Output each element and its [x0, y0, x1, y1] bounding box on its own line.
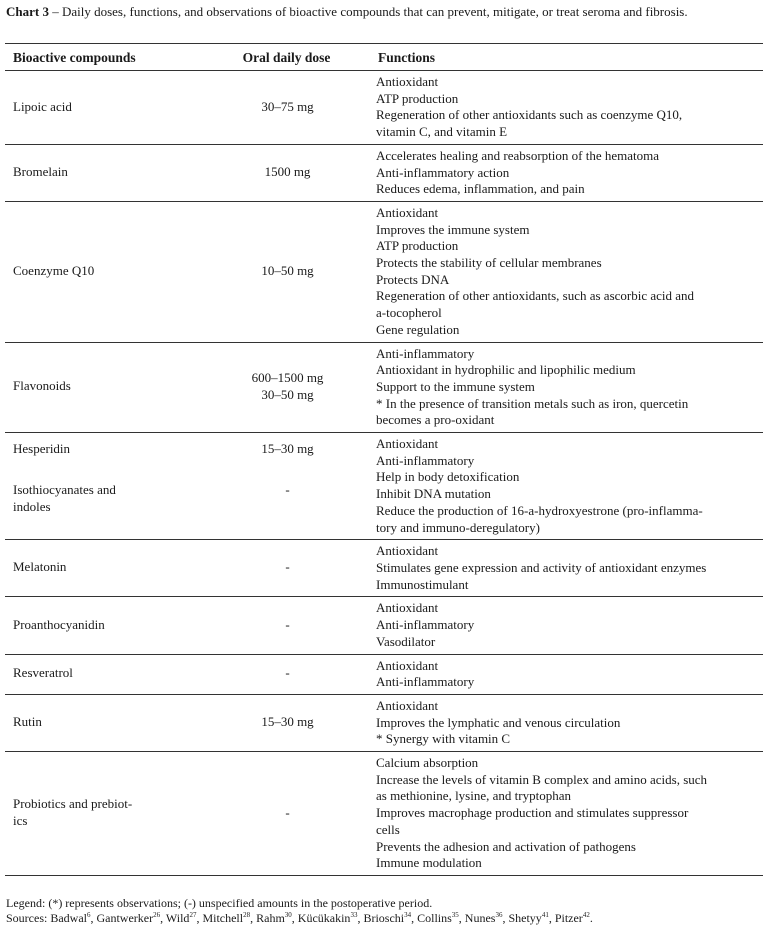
cell-line: Reduces edema, inflammation, and pain	[376, 181, 585, 197]
cell-line: Lipoic acid	[13, 98, 72, 114]
cell-line: Antioxidant	[376, 657, 439, 673]
compound-cell	[5, 540, 203, 597]
dose-cell	[203, 597, 370, 654]
functions-cell	[370, 342, 763, 433]
source-ref: 27	[189, 911, 197, 919]
source-ref: 34	[404, 911, 412, 919]
cell-line: becomes a pro-oxidant	[376, 412, 495, 428]
source-ref: 42	[582, 911, 590, 919]
caption-label: Chart 3	[6, 4, 49, 19]
cell-line: Immunostimulant	[376, 576, 469, 592]
functions-cell	[370, 71, 763, 145]
cell-line: Anti-inflammatory	[376, 617, 475, 633]
cell-line: Calcium absorption	[376, 755, 479, 771]
dose-cell	[203, 144, 370, 201]
cell-line: * In the presence of transition metals such as iron, quercetin	[376, 395, 689, 411]
cell-line: Probiotics and prebiot-	[13, 796, 133, 812]
cell-line: 30–50 mg	[261, 386, 314, 402]
cell-line: Regeneration of other antioxidants such as coenzyme Q10,	[376, 107, 683, 123]
cell-line: Antioxidant	[376, 697, 439, 713]
compound-cell	[5, 144, 203, 201]
cell-line: Prevents the adhesion and activation of pathogens	[376, 838, 636, 854]
compound-cell	[5, 752, 203, 876]
sources-list: Badwal$^6$, Gantwerker$^{26}$, Wild$^{27}$, Mitchell$^{28}$, Rahm$^{30}$, Kücükakin$^{33}$, Brioschi$^{34}$, Collins$^{35}$, Nunes$^{36}$, Shetyy$^{41}$, Pitzer$^{42}$.	[50, 911, 593, 925]
chart-caption	[6, 4, 758, 19]
cell-line: Hesperidin	[13, 441, 71, 457]
source-ref: 28	[243, 911, 251, 919]
table-row	[5, 71, 763, 145]
cell-line: Protects DNA	[376, 271, 450, 287]
source-name: Shetyy	[508, 911, 542, 925]
cell-line: Isothiocyanates and	[13, 481, 116, 497]
cell-line: Increase the levels of vitamin B complex and amino acids, such	[376, 771, 708, 787]
functions-cell	[370, 654, 763, 694]
source-ref: 35	[451, 911, 459, 919]
source-ref: 41	[541, 911, 549, 919]
compound-cell	[5, 474, 203, 540]
cell-line: Rutin	[13, 714, 42, 730]
cell-line: Antioxidant	[376, 543, 439, 559]
source-ref: 30	[284, 911, 292, 919]
cell-line: -	[285, 665, 290, 681]
legend-text: Legend: (*) represents observations; (-) unspecified amounts in the postoperative period.	[6, 896, 433, 910]
cell-line: Anti-inflammatory	[376, 674, 475, 690]
dose-cell	[203, 342, 370, 433]
compound-cell	[5, 694, 203, 751]
cell-line: 600–1500 mg	[251, 370, 324, 386]
functions-cell	[370, 540, 763, 597]
functions-cell	[370, 201, 763, 342]
cell-line: ATP production	[376, 238, 459, 254]
cell-line: Melatonin	[13, 559, 67, 575]
cell-line: Gene regulation	[376, 321, 460, 337]
dose-cell	[203, 752, 370, 876]
compound-cell	[5, 342, 203, 433]
table-row	[5, 433, 763, 474]
cell-line: 30–75 mg	[261, 98, 314, 114]
header-functions: Functions	[370, 44, 763, 71]
cell-line: 10–50 mg	[261, 262, 314, 278]
header-compounds: Bioactive compounds	[5, 44, 203, 71]
source-name: Mitchell	[202, 911, 244, 925]
source-name: Brioschi	[363, 911, 405, 925]
compound-cell	[5, 71, 203, 145]
cell-line: Resveratrol	[13, 665, 73, 681]
table-row	[5, 752, 763, 876]
cell-line: Support to the immune system	[376, 378, 535, 394]
caption-text: – Daily doses, functions, and observations of bioactive compounds that can prevent, mitigate, or treat seroma and fibrosis.	[48, 4, 688, 19]
cell-line: Proanthocyanidin	[13, 616, 105, 632]
cell-line: Reduce the production of 16-a-hydroxyestrone (pro-inflamma-	[376, 502, 703, 518]
table-row	[5, 201, 763, 342]
cell-line: Improves the immune system	[376, 221, 530, 237]
table-row	[5, 694, 763, 751]
source-name: Nunes	[464, 911, 496, 925]
dose-cell	[203, 474, 370, 540]
dose-cell	[203, 201, 370, 342]
source-name: Badwal	[50, 911, 87, 925]
table-header-row	[5, 44, 763, 71]
compound-cell	[5, 654, 203, 694]
cell-line: Antioxidant	[376, 204, 439, 220]
cell-line: -	[285, 559, 290, 575]
header-dose: Oral daily dose	[203, 44, 370, 71]
compound-cell	[5, 201, 203, 342]
cell-line: -	[285, 481, 290, 497]
source-ref: 33	[350, 911, 358, 919]
functions-cell	[370, 752, 763, 876]
functions-cell	[370, 144, 763, 201]
cell-line: -	[285, 616, 290, 632]
sources-label: Sources:	[6, 911, 51, 925]
source-ref: 36	[495, 911, 503, 919]
cell-line: Immune modulation	[376, 855, 482, 871]
cell-line: Regeneration of other antioxidants, such as ascorbic acid and	[376, 288, 695, 304]
table-legend	[6, 896, 762, 926]
cell-line: Protects the stability of cellular membranes	[376, 255, 602, 271]
source-ref: 26	[153, 911, 161, 919]
compounds-table	[5, 43, 763, 876]
table-row	[5, 654, 763, 694]
compound-cell	[5, 597, 203, 654]
dose-cell	[203, 71, 370, 145]
cell-line: indoles	[13, 498, 51, 514]
cell-line: * Synergy with vitamin C	[376, 731, 511, 747]
cell-line: Antioxidant	[376, 74, 439, 89]
cell-line: Coenzyme Q10	[13, 262, 95, 278]
cell-line: Antioxidant	[376, 436, 439, 452]
cell-line: ics	[13, 812, 28, 828]
cell-line: Anti-inflammatory action	[376, 164, 510, 180]
dose-cell	[203, 433, 370, 474]
source-name: Rahm	[256, 911, 285, 925]
dose-cell	[203, 540, 370, 597]
cell-line: 1500 mg	[264, 164, 311, 180]
source-name: Collins	[417, 911, 452, 925]
cell-line: Stimulates gene expression and activity of antioxidant enzymes	[376, 559, 707, 575]
table-row	[5, 597, 763, 654]
cell-line: Anti-inflammatory	[376, 452, 475, 468]
cell-line: vitamin C, and vitamin E	[376, 124, 508, 140]
functions-cell	[370, 433, 763, 540]
cell-line: Accelerates healing and reabsorption of the hematoma	[376, 147, 659, 163]
cell-line: as methionine, lysine, and tryptophan	[376, 788, 571, 804]
functions-cell	[370, 597, 763, 654]
dose-cell	[203, 694, 370, 751]
dose-cell	[203, 654, 370, 694]
cell-line: 15–30 mg	[261, 441, 314, 457]
cell-line: a-tocopherol	[376, 305, 442, 321]
sources-line	[6, 911, 762, 926]
table-row	[5, 144, 763, 201]
source-name: Pitzer	[554, 911, 583, 925]
cell-line: -	[285, 804, 290, 820]
cell-line: Improves the lymphatic and venous circulation	[376, 714, 621, 730]
table-row	[5, 540, 763, 597]
cell-line: Vasodilator	[376, 633, 436, 649]
cell-line: Antioxidant in hydrophilic and lipophilic medium	[376, 362, 636, 378]
cell-line: Anti-inflammatory	[376, 345, 475, 361]
cell-line: tory and immuno-deregulatory)	[376, 519, 540, 535]
cell-line: Inhibit DNA mutation	[376, 486, 491, 502]
cell-line: Flavonoids	[13, 378, 71, 394]
cell-line: Improves macrophage production and stimulates suppressor	[376, 805, 689, 821]
cell-line: Help in body detoxification	[376, 469, 520, 485]
cell-line: Bromelain	[13, 164, 68, 180]
cell-line: cells	[376, 821, 400, 837]
source-name: Kücükakin	[297, 911, 351, 925]
cell-line: 15–30 mg	[261, 714, 314, 730]
functions-cell	[370, 694, 763, 751]
source-ref: 6	[86, 911, 91, 919]
source-name: Gantwerker	[96, 911, 154, 925]
table-row	[5, 342, 763, 433]
cell-line: Antioxidant	[376, 600, 439, 616]
compound-cell	[5, 433, 203, 474]
source-name: Wild	[165, 911, 190, 925]
cell-line: ATP production	[376, 90, 459, 106]
